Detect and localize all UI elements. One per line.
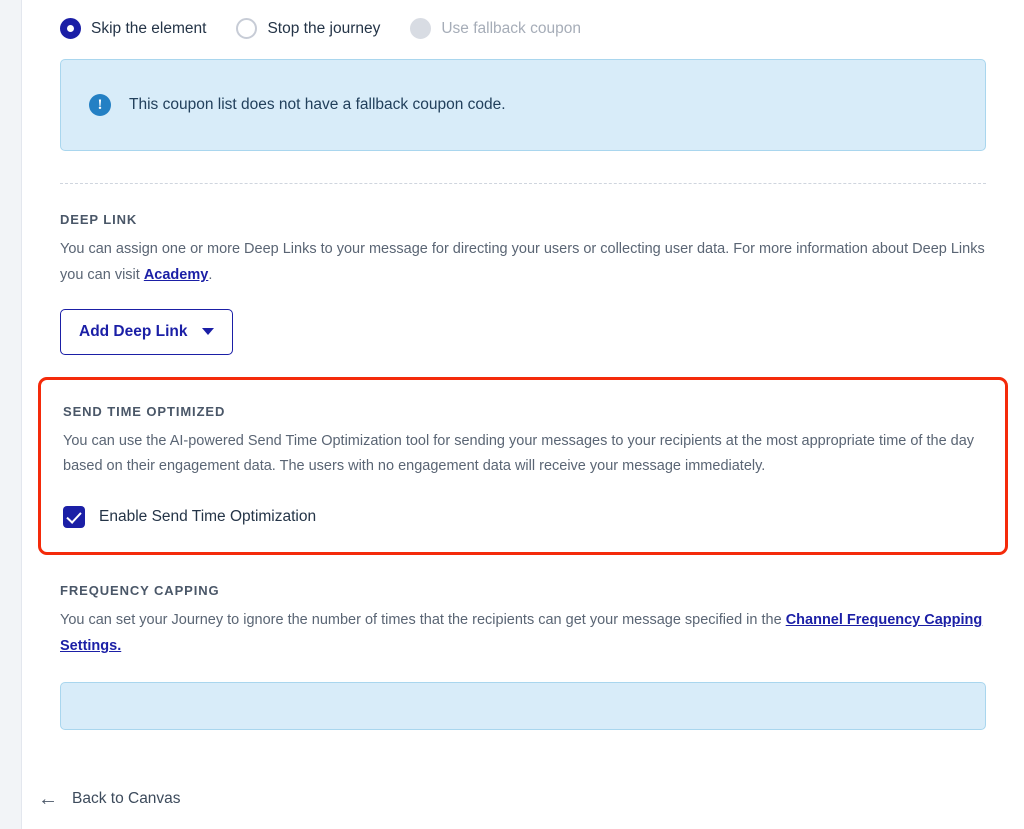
panel-left-rail	[0, 0, 22, 829]
radio-option-use-fallback-coupon	[410, 18, 581, 39]
send-time-optimized-title: SEND TIME OPTIMIZED	[63, 403, 226, 419]
radio-label-skip-the-element: Skip the element	[91, 19, 207, 37]
exclamation-icon: !	[89, 94, 111, 116]
frequency-capping-section	[22, 583, 1024, 660]
section-divider	[60, 183, 986, 184]
panel-footer	[22, 769, 1024, 829]
frequency-capping-info-banner	[60, 682, 986, 730]
channel-frequency-capping-settings-link[interactable]: Channel Frequency Capping Settings.	[60, 612, 983, 654]
fallback-coupon-info-banner	[60, 59, 986, 151]
enable-send-time-optimization-checkbox-row[interactable]	[63, 506, 983, 528]
send-time-optimized-description: You can use the AI-powered Send Time Optimization tool for sending your messages to your recipients at the most appropriate time of the day based on their engagement data. The users with no engagement data will receive your message immediately.	[63, 432, 975, 475]
left-arrow-icon[interactable]: ←	[38, 788, 58, 810]
academy-link[interactable]: Academy	[143, 266, 209, 283]
send-time-optimized-highlight	[38, 377, 1008, 556]
frequency-capping-title: FREQUENCY CAPPING	[60, 583, 220, 599]
frequency-capping-description-text: You can set your Journey to ignore the number of times that the recipients can get your message specified in the	[60, 612, 786, 629]
back-to-canvas-button[interactable]: Back to Canvas	[72, 790, 181, 807]
add-deep-link-label: Add Deep Link	[79, 322, 188, 340]
checkbox-checked-icon[interactable]	[63, 506, 85, 528]
enable-send-time-optimization-label: Enable Send Time Optimization	[99, 508, 317, 526]
deep-link-section	[22, 212, 1024, 355]
radio-icon-disabled	[410, 18, 431, 39]
radio-option-skip-the-element[interactable]	[60, 18, 206, 39]
radio-icon-selected[interactable]	[60, 18, 81, 39]
add-deep-link-button[interactable]	[60, 309, 233, 355]
radio-label-stop-the-journey: Stop the journey	[267, 19, 381, 37]
deep-link-description-suffix: .	[208, 266, 213, 283]
settings-content	[22, 0, 1024, 829]
chevron-down-icon	[202, 328, 214, 335]
info-banner-text: This coupon list does not have a fallback coupon code.	[129, 96, 506, 113]
radio-label-use-fallback-coupon: Use fallback coupon	[441, 19, 581, 37]
deep-link-title: DEEP LINK	[60, 212, 138, 227]
radio-icon-unselected[interactable]	[236, 18, 257, 39]
radio-option-stop-the-journey[interactable]	[236, 18, 380, 39]
deep-link-description-text: You can assign one or more Deep Links to your message for directing your users or collecting user data. For more information about Deep Links you can visit	[60, 241, 985, 283]
frequency-capping-description	[60, 608, 986, 660]
deep-link-description	[60, 237, 986, 289]
fallback-behavior-radio-group	[22, 0, 1024, 53]
